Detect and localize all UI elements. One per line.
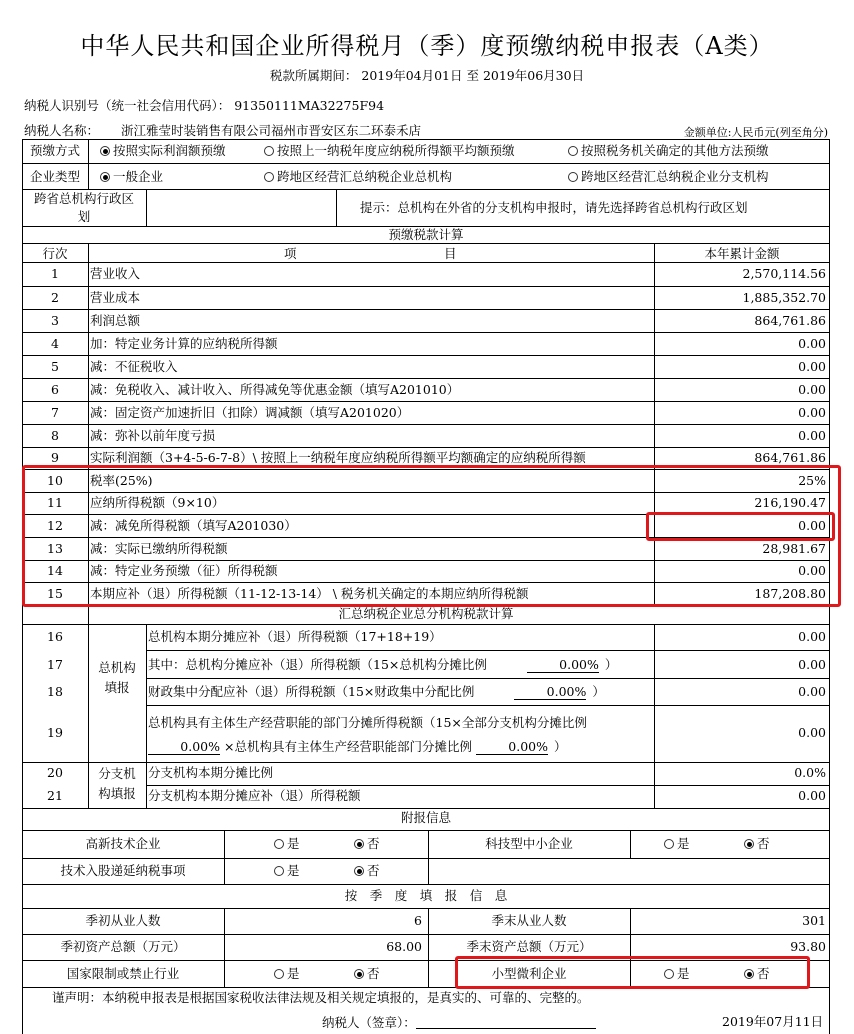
- signer-row: 纳税人（签章）：: [322, 1016, 596, 1030]
- col-item-header-2: 目: [444, 246, 457, 261]
- row-20-amount[interactable]: 0.0%: [794, 765, 826, 780]
- row-amount[interactable]: 1,885,352.70: [742, 290, 826, 305]
- row-19-pct-2[interactable]: 0.00%: [476, 741, 548, 755]
- rule: [22, 908, 830, 909]
- row-21-item: 分支机构本期分摊应补（退）所得税额: [148, 788, 361, 803]
- prepay-option-other[interactable]: 按照税务机关确定的其他方法预缴: [568, 145, 769, 158]
- rule: [22, 762, 830, 763]
- row-19-item-2: 0.00% ×总机构具有主体生产经营职能部门分摊比例 0.00% ）: [148, 741, 567, 755]
- row-17-amount[interactable]: 0.00: [798, 657, 826, 672]
- cross-province-hint: 提示：总机构在外省的分支机构申报时，请先选择跨省总机构行政区划: [360, 200, 748, 215]
- rule: [224, 960, 225, 987]
- row-no: 14: [47, 563, 63, 578]
- taxpayer-name: 浙江雅莹时装销售有限公司福州市晋安区东二环泰禾店: [121, 123, 422, 138]
- enterprise-option-hq[interactable]: 跨地区经营汇总纳税企业总机构: [264, 171, 452, 184]
- deferral-yes[interactable]: 是: [274, 865, 300, 878]
- deferral-no[interactable]: 否: [354, 865, 380, 878]
- rule: [22, 424, 830, 425]
- branch-label: 分支机: [98, 766, 136, 781]
- rule: [22, 401, 830, 402]
- enterprise-option-branch[interactable]: 跨地区经营汇总纳税企业分支机构: [568, 171, 769, 184]
- rule: [22, 163, 830, 164]
- summary-section-title: 汇总纳税企业总分机构税款计算: [338, 606, 514, 621]
- rule: [22, 858, 830, 859]
- rule: [22, 262, 830, 263]
- rule: [22, 447, 830, 448]
- rule: [146, 705, 830, 706]
- row-amount[interactable]: 0.00: [798, 382, 826, 397]
- asset-end-label: 季末资产总额（万元）: [466, 939, 592, 954]
- rule: [22, 189, 830, 190]
- asset-begin-label: 季初资产总额（万元）: [60, 939, 186, 954]
- radio-selected-icon[interactable]: [354, 969, 364, 979]
- row-16-no: 16: [47, 629, 63, 644]
- declare-date: 2019年07月11日: [722, 1014, 824, 1029]
- row-no: 15: [47, 586, 63, 601]
- radio-selected-icon[interactable]: [100, 146, 110, 156]
- row-18-amount[interactable]: 0.00: [798, 684, 826, 699]
- taxpayer-name-row: [24, 121, 421, 139]
- rule: [22, 309, 830, 310]
- restricted-label: 国家限制或禁止行业: [66, 966, 180, 981]
- row-no: 4: [51, 336, 59, 351]
- prepay-option-actual[interactable]: 按照实际利润额预缴: [100, 145, 226, 158]
- prepay-option-average[interactable]: 按照上一纳税年度应纳税所得额平均额预缴: [264, 145, 515, 158]
- small-enterprise-no[interactable]: 否: [744, 968, 770, 981]
- hightech-label: 高新技术企业: [85, 836, 161, 851]
- rule: [22, 286, 830, 287]
- rule: [630, 830, 631, 858]
- small-enterprise-yes[interactable]: 是: [664, 968, 690, 981]
- rule: [146, 785, 830, 786]
- hightech-no[interactable]: 否: [354, 838, 380, 851]
- row-19-no: 19: [47, 725, 63, 740]
- row-item: 减：固定资产加速折旧（扣除）调减额（填写A201020）: [90, 405, 410, 420]
- rule: [146, 650, 830, 651]
- rule: [336, 189, 337, 226]
- radio-icon[interactable]: [274, 969, 284, 979]
- radio-icon[interactable]: [264, 146, 274, 156]
- row-no: 9: [51, 450, 59, 465]
- small-enterprise-label: 小型微利企业: [491, 966, 567, 981]
- row-no: 8: [51, 428, 59, 443]
- declaration: 谨声明：本纳税申报表是根据国家税收法律法规及相关规定填报的，是真实的、可靠的、完整的。: [52, 990, 590, 1005]
- rule: [146, 678, 830, 679]
- hightech-yes[interactable]: 是: [274, 838, 300, 851]
- row-item: 利润总额: [90, 313, 141, 328]
- row-17-pct[interactable]: 0.00%: [527, 659, 599, 673]
- rule: [22, 884, 830, 885]
- rule: [146, 624, 147, 808]
- row-item: 税率(25%): [90, 473, 153, 488]
- row-item: 减：减免所得税额（填写A201030）: [90, 518, 297, 533]
- amount-unit: 金额单位:人民币元(列至角分): [683, 126, 828, 139]
- radio-icon[interactable]: [664, 839, 674, 849]
- row-item: 减：免税收入、减计收入、所得减免等优惠金额（填写A201010）: [90, 382, 460, 397]
- enterprise-option-general[interactable]: 一般企业: [100, 171, 163, 184]
- cross-province-select[interactable]: [146, 190, 336, 226]
- emp-begin-label: 季初从业人数: [85, 913, 161, 928]
- highlight-small-enterprise: [455, 956, 810, 989]
- row-amount[interactable]: 864,761.86: [754, 450, 826, 465]
- row-19-pct-1[interactable]: 0.00%: [148, 741, 220, 755]
- rule: [22, 378, 830, 379]
- calc-section-title: 预缴税款计算: [388, 227, 464, 242]
- row-16-item: 总机构本期分摊应补（退）所得税额（17+18+19）: [148, 629, 442, 644]
- hq-label-2: 填报: [104, 680, 130, 695]
- row-amount[interactable]: 0.00: [798, 563, 826, 578]
- cross-province-label-2: 划: [77, 209, 91, 224]
- radio-icon[interactable]: [568, 172, 578, 182]
- row-18-no: 18: [47, 684, 63, 699]
- radio-selected-icon[interactable]: [354, 866, 364, 876]
- branch-label-2: 构填报: [98, 786, 136, 801]
- techsme-label: 科技型中小企业: [485, 836, 573, 851]
- col-no-header: 行次: [42, 246, 68, 261]
- enterprise-type-label: 企业类型: [29, 169, 80, 184]
- row-item: 减：实际已缴纳所得税额: [90, 541, 228, 556]
- row-amount[interactable]: 0.00: [798, 359, 826, 374]
- row-item: 减：不征税收入: [90, 359, 178, 374]
- rule: [428, 858, 429, 884]
- row-amount[interactable]: 2,570,114.56: [742, 266, 826, 281]
- row-17-item: 其中：总机构分摊应补（退）所得税额（15×总机构分摊比例 0.00% ）: [148, 657, 618, 672]
- row-item: 实际利润额（3+4-5-6-7-8）\ 按照上一纳税年度应纳税所得额平均额确定的应纳税所得额: [90, 450, 586, 465]
- deferral-label: 技术入股递延纳税事项: [60, 863, 186, 878]
- asset-begin-value[interactable]: 68.00: [386, 939, 422, 954]
- rule: [22, 243, 830, 244]
- row-amount[interactable]: 187,208.80: [754, 586, 826, 601]
- emp-end-label: 季末从业人数: [491, 913, 567, 928]
- row-17-no: 17: [47, 657, 63, 672]
- emp-begin-value[interactable]: 6: [414, 913, 422, 928]
- tax-period: 税款所属期间： 2019年04月01日 至 2019年06月30日: [269, 68, 585, 83]
- rule: [654, 624, 655, 808]
- rule: [22, 830, 830, 831]
- techsme-yes[interactable]: 是: [664, 838, 690, 851]
- quarterly-section-title: 按 季 度 填 报 信 息: [344, 888, 508, 903]
- row-item: 减：特定业务预缴（征）所得税额: [90, 563, 278, 578]
- row-item: 营业成本: [90, 290, 141, 305]
- prepay-label: 预缴方式: [29, 143, 80, 158]
- row-amount[interactable]: 0.00: [798, 518, 826, 533]
- attach-section-title: 附报信息: [400, 810, 451, 825]
- rule: [22, 624, 830, 625]
- row-18-pct[interactable]: 0.00%: [514, 686, 586, 700]
- restricted-no[interactable]: 否: [354, 968, 380, 981]
- asset-end-value[interactable]: 93.80: [790, 939, 826, 954]
- row-no: 3: [51, 313, 59, 328]
- rule: [22, 934, 830, 935]
- rule: [224, 830, 225, 884]
- row-amount[interactable]: 0.00: [798, 405, 826, 420]
- row-no: 12: [47, 518, 63, 533]
- rule: [22, 332, 830, 333]
- row-item: 加：特定业务计算的应纳税所得额: [90, 336, 278, 351]
- row-19-item: 总机构具有主体生产经营职能的部门分摊所得税额（15×全部分支机构分摊比例: [148, 715, 587, 730]
- techsme-no[interactable]: 否: [744, 838, 770, 851]
- col-item-header: 项: [284, 246, 297, 261]
- row-no: 7: [51, 405, 59, 420]
- hq-label: 总机构: [98, 660, 136, 675]
- row-amount[interactable]: 28,981.67: [762, 541, 826, 556]
- row-16-amount[interactable]: 0.00: [798, 629, 826, 644]
- row-amount[interactable]: 0.00: [798, 336, 826, 351]
- emp-end-value[interactable]: 301: [802, 913, 826, 928]
- row-item: 应纳所得税额（9×10）: [90, 495, 225, 510]
- row-20-no: 20: [47, 765, 63, 780]
- row-no: 13: [47, 541, 63, 556]
- radio-selected-icon[interactable]: [100, 172, 110, 182]
- highlight-row-12-amount: [646, 512, 835, 541]
- row-21-amount[interactable]: 0.00: [798, 788, 826, 803]
- row-item: 减：弥补以前年度亏损: [90, 428, 216, 443]
- rule: [22, 808, 830, 809]
- row-19-amount[interactable]: 0.00: [798, 725, 826, 740]
- form-title: 中华人民共和国企业所得税月（季）度预缴纳税申报表（A类）: [80, 32, 774, 60]
- cross-province-label: 跨省总机构行政区: [33, 191, 134, 206]
- row-amount[interactable]: 216,190.47: [754, 495, 826, 510]
- row-item: 营业收入: [90, 266, 141, 281]
- signature-field[interactable]: [416, 1016, 596, 1029]
- rule: [22, 355, 830, 356]
- row-21-no: 21: [47, 788, 63, 803]
- radio-icon[interactable]: [264, 172, 274, 182]
- radio-icon[interactable]: [274, 839, 284, 849]
- row-no: 10: [47, 473, 63, 488]
- row-item: 本期应补（退）所得税额（11-12-13-14） \ 税务机关确定的本期应纳所得税额: [90, 586, 529, 601]
- row-amount[interactable]: 25%: [798, 473, 826, 488]
- row-18-item: 财政集中分配应补（退）所得税额（15×财政集中分配比例 0.00% ）: [148, 684, 605, 699]
- row-no: 6: [51, 382, 59, 397]
- radio-selected-icon[interactable]: [354, 839, 364, 849]
- rule: [88, 139, 89, 189]
- row-no: 5: [51, 359, 59, 374]
- radio-selected-icon[interactable]: [744, 839, 754, 849]
- radio-icon[interactable]: [568, 146, 578, 156]
- row-no: 11: [47, 495, 63, 510]
- row-no: 1: [51, 266, 59, 281]
- row-amount[interactable]: 864,761.86: [754, 313, 826, 328]
- taxpayer-id: 纳税人识别号（统一社会信用代码）： 91350111MA32275F94: [24, 98, 385, 113]
- restricted-yes[interactable]: 是: [274, 968, 300, 981]
- radio-icon[interactable]: [274, 866, 284, 876]
- row-amount[interactable]: 0.00: [798, 428, 826, 443]
- row-no: 2: [51, 290, 59, 305]
- col-amount-header: 本年累计金额: [704, 246, 780, 261]
- taxpayer-name-label: 纳税人名称：: [24, 123, 100, 138]
- row-20-item: 分支机构本期分摊比例: [148, 765, 274, 780]
